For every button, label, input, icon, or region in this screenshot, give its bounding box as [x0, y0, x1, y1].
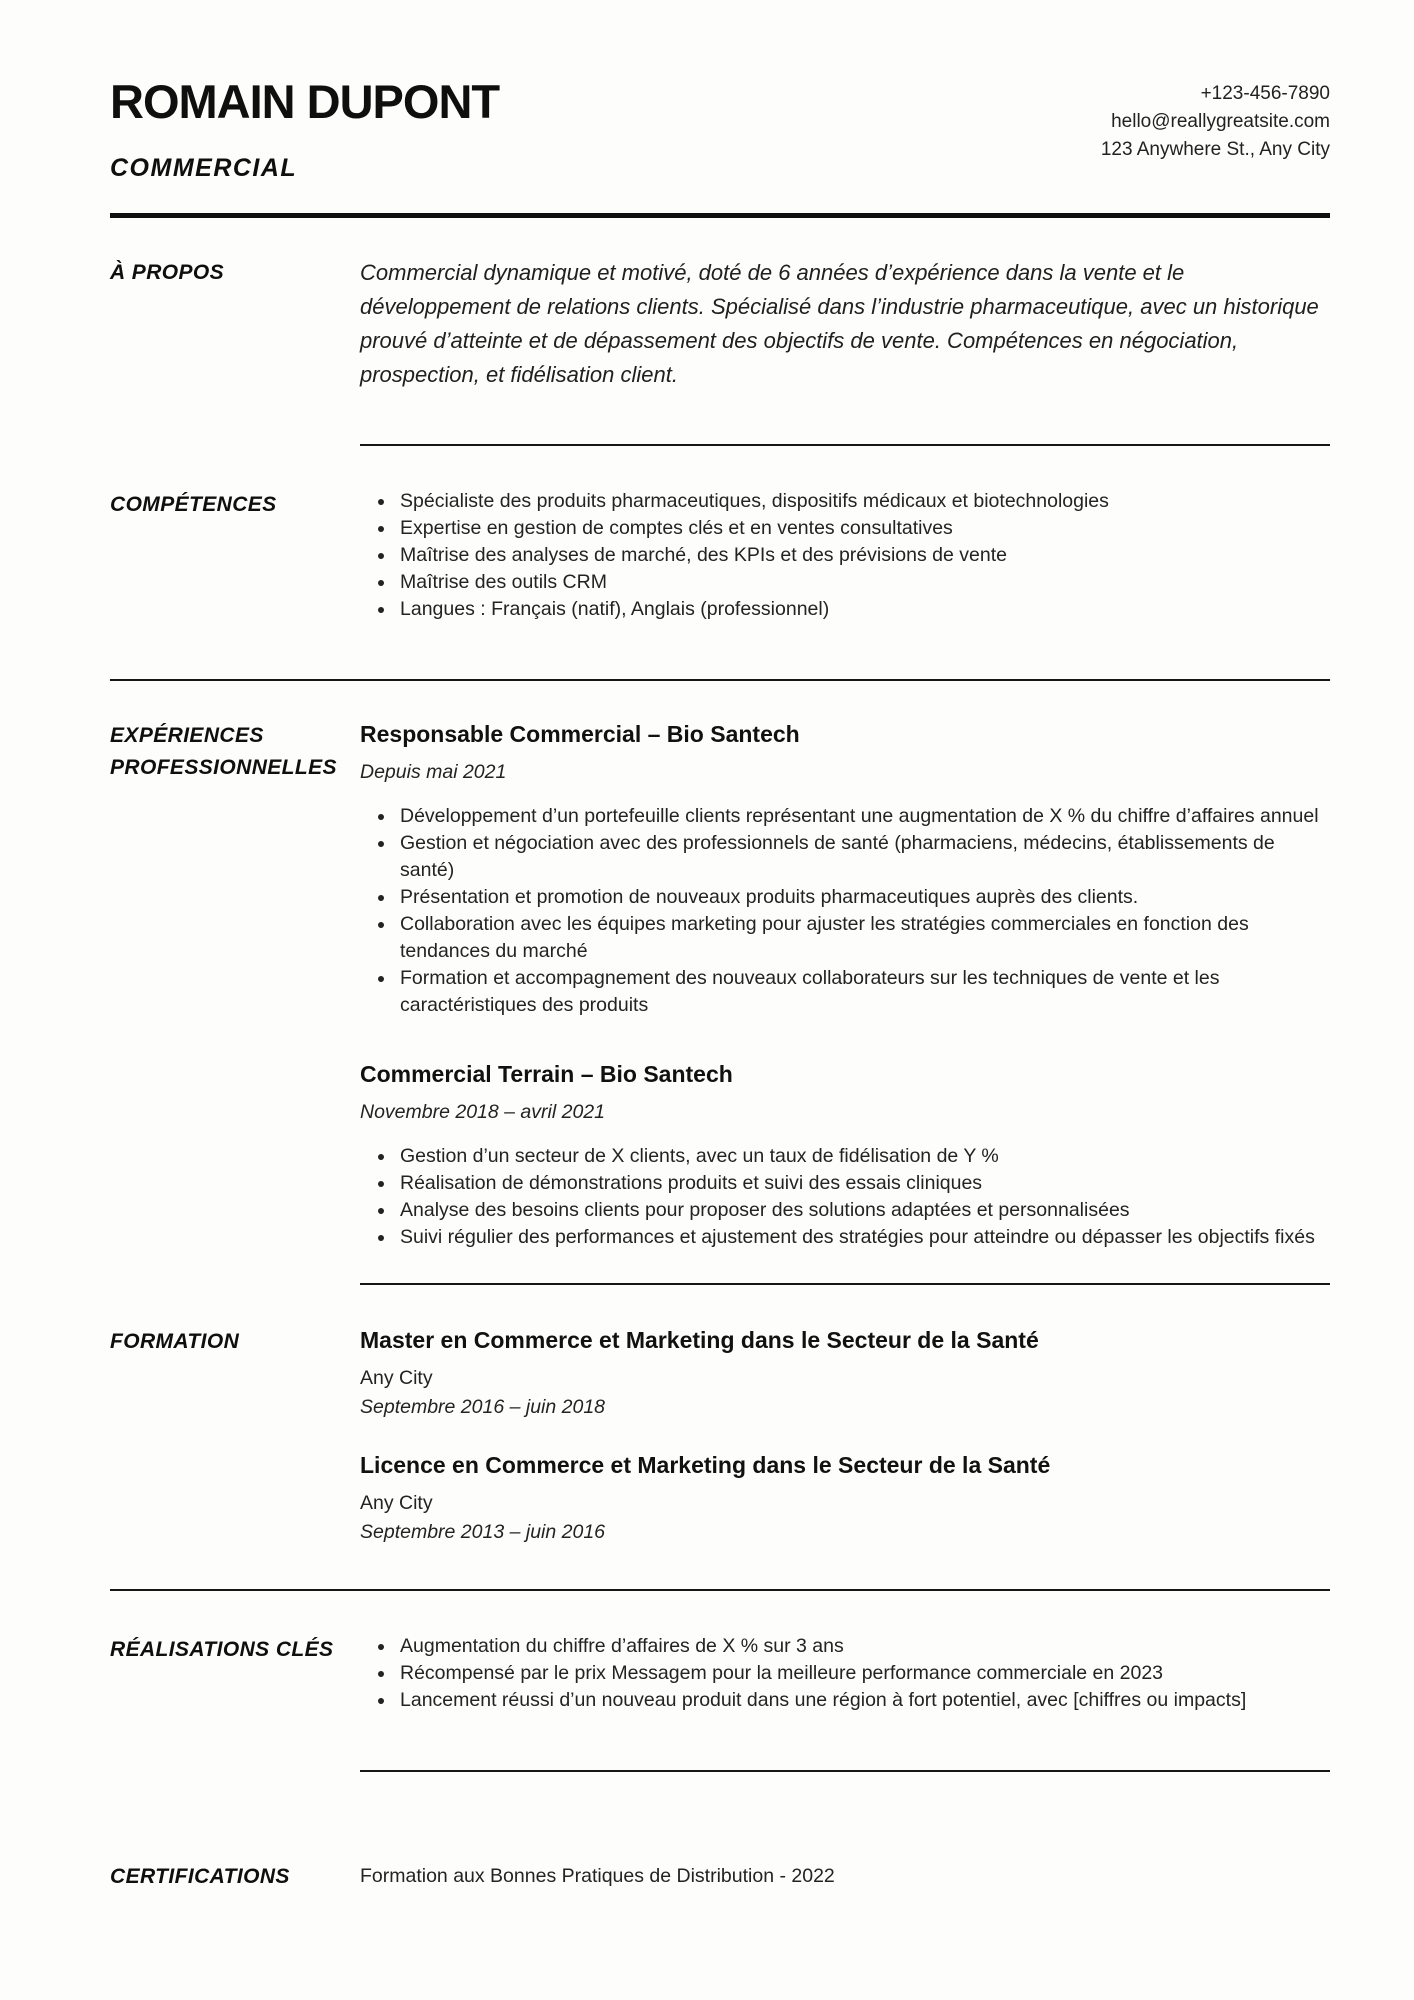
section-label-about: À PROPOS: [110, 260, 225, 284]
divider-above-skills: [360, 444, 1330, 446]
job-bullet: • Analyse des besoins clients pour proposer des solutions adaptées et personnalisées: [396, 1197, 1330, 1224]
section-label-skills: COMPÉTENCES: [110, 492, 277, 516]
degree-period: Septembre 2013 – juin 2016: [360, 1520, 606, 1543]
degree-entry: [360, 1450, 1330, 1547]
section-achievements: [110, 1633, 1330, 1714]
job-bullets: [360, 803, 1330, 1019]
header-divider: [110, 213, 1330, 218]
achievement-item: • Augmentation du chiffre d’affaires de X % sur 3 ans: [396, 1633, 1330, 1660]
job-bullet: • Formation et accompagnement des nouveaux collaborateurs sur les techniques de vente et les caractéristiques des produits: [396, 965, 1330, 1019]
degree-title: Licence en Commerce et Marketing dans le Secteur de la Santé: [360, 1451, 1051, 1478]
section-experience: [110, 719, 1330, 1251]
section-education: [110, 1325, 1330, 1547]
section-about: [110, 256, 1330, 392]
contact-info: [1101, 76, 1330, 164]
person-name: ROMAIN DUPONT: [110, 75, 500, 128]
job-bullet: • Gestion et négociation avec des professionnels de santé (pharmaciens, médecins, établissements de santé): [396, 830, 1330, 884]
achievement-item: • Récompensé par le prix Messagem pour la meilleure performance commerciale en 2023: [396, 1660, 1330, 1687]
header-identity: [110, 76, 499, 183]
job-bullet: • Développement d’un portefeuille clients représentant une augmentation de X % du chiffre d’affaires annuel: [396, 803, 1330, 830]
achievement-item: • Lancement réussi d’un nouveau produit dans une région à fort potentiel, avec [chiffres ou impacts]: [396, 1687, 1330, 1714]
degree-entry: [360, 1325, 1330, 1422]
section-label-experience: EXPÉRIENCES PROFESSIONNELLES: [110, 723, 337, 779]
degree-title: Master en Commerce et Marketing dans le Secteur de la Santé: [360, 1326, 1039, 1353]
achievements-list: [360, 1633, 1330, 1714]
contact-email: hello@reallygreatsite.com: [1111, 111, 1330, 132]
about-text: Commercial dynamique et motivé, doté de 6 années d’expérience dans la vente et le développement de relations clients. Spécialisé dans l’industrie pharmaceutique, avec un historique prouvé d’atteinte et de dépassement des objectifs de vente. Compétences en négociation, prospection, et fidélisation client.: [360, 259, 1319, 387]
contact-phone: +123-456-7890: [1200, 83, 1330, 104]
job-bullet: • Gestion d’un secteur de X clients, avec un taux de fidélisation de Y %: [396, 1143, 1330, 1170]
section-label-achievements: RÉALISATIONS CLÉS: [110, 1637, 334, 1661]
resume-header: [110, 0, 1330, 183]
job-entry: [360, 719, 1330, 1019]
degree-location: Any City: [360, 1491, 433, 1514]
divider-above-experience: [110, 679, 1330, 681]
skill-item: • Expertise en gestion de comptes clés et en ventes consultatives: [396, 515, 1330, 542]
experience-jobs: [360, 719, 1330, 1251]
skill-item: • Maîtrise des analyses de marché, des KPIs et des prévisions de vente: [396, 542, 1330, 569]
skill-item: • Langues : Français (natif), Anglais (professionnel): [396, 596, 1330, 623]
divider-above-achievements: [110, 1589, 1330, 1591]
skills-list: [360, 488, 1330, 623]
degree-location: Any City: [360, 1366, 433, 1389]
job-bullet: • Suivi régulier des performances et ajustement des stratégies pour atteindre ou dépasser les objectifs fixés: [396, 1224, 1330, 1251]
contact-address: 123 Anywhere St., Any City: [1100, 139, 1330, 160]
job-bullet: • Présentation et promotion de nouveaux produits pharmaceutiques auprès des clients.: [396, 884, 1330, 911]
section-label-education: FORMATION: [110, 1329, 240, 1353]
section-skills: [110, 488, 1330, 623]
section-certifications: [110, 1860, 1330, 1893]
divider-above-certifications: [360, 1770, 1330, 1772]
job-entry: [360, 1059, 1330, 1251]
education-degrees: [360, 1325, 1330, 1547]
job-title: Commercial Terrain – Bio Santech: [360, 1060, 733, 1087]
job-bullet: • Réalisation de démonstrations produits et suivi des essais cliniques: [396, 1170, 1330, 1197]
job-period: Novembre 2018 – avril 2021: [360, 1100, 605, 1123]
person-job-title: COMMERCIAL: [110, 153, 298, 182]
skill-item: • Maîtrise des outils CRM: [396, 569, 1330, 596]
job-bullets: [360, 1143, 1330, 1251]
skill-item: • Spécialiste des produits pharmaceutiques, dispositifs médicaux et biotechnologies: [396, 488, 1330, 515]
certification-item: Formation aux Bonnes Pratiques de Distribution - 2022: [360, 1864, 835, 1887]
job-title: Responsable Commercial – Bio Santech: [360, 720, 800, 747]
degree-period: Septembre 2016 – juin 2018: [360, 1395, 606, 1418]
job-bullet: • Collaboration avec les équipes marketing pour ajuster les stratégies commerciales en fonction des tendances du marché: [396, 911, 1330, 965]
divider-above-education: [360, 1283, 1330, 1285]
section-label-certifications: CERTIFICATIONS: [110, 1864, 290, 1888]
job-period: Depuis mai 2021: [360, 760, 507, 783]
